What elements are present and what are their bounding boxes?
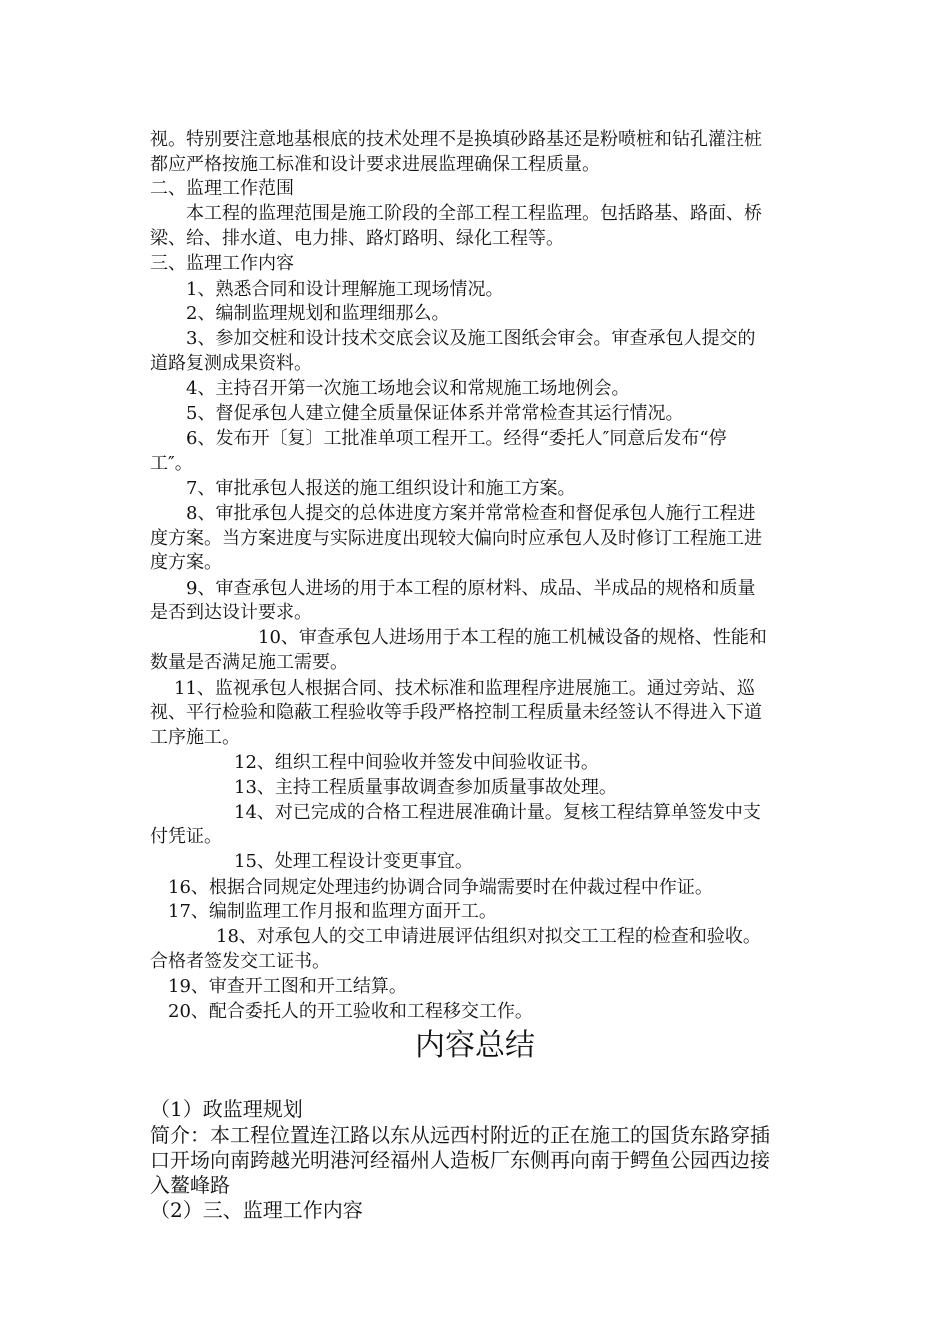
summary-line-5: （2）三、监理工作内容 [150, 1198, 363, 1222]
summary-line-4: 入鳌峰路 [150, 1173, 230, 1197]
list-item-18: 18、对承包人的交工申请进展评估组织对拟交工工程的检查和验收。 [216, 926, 761, 947]
summary-line-1: （1）政监理规划 [150, 1097, 303, 1121]
list-item-3: 3、参加交桩和设计技术交底会议及施工图纸会审会。审查承包人提交的 [186, 328, 756, 349]
list-item-8: 8、审批承包人提交的总体进度方案并常常检查和督促承包人施行工程进 [186, 503, 756, 524]
list-item-6-cont: 工″。 [150, 453, 193, 474]
list-item-3-cont: 道路复测成果资料。 [150, 353, 312, 374]
list-item-6: 6、发布开〔复〕工批准单项工程开工。经得“委托人″同意后发布“停 [186, 428, 727, 449]
list-item-12: 12、组织工程中间验收并签发中间验收证书。 [234, 752, 599, 773]
list-item-5: 5、督促承包人建立健全质量保证体系并常常检查其运行情况。 [186, 403, 684, 424]
list-item-8-cont-2: 度方案。 [150, 552, 222, 573]
list-item-8-cont-1: 度方案。当方案进度与实际进度出现较大偏向时应承包人及时修订工程施工进 [150, 528, 762, 549]
list-item-17: 17、编制监理工作月报和监理方面开工。 [168, 901, 497, 922]
list-item-16: 16、根据合同规定处理违约协调合同争端需要时在仲裁过程中作证。 [168, 877, 713, 898]
list-item-9: 9、审查承包人进场的用于本工程的原材料、成品、半成品的规格和质量 [186, 578, 756, 599]
list-item-14: 14、对已完成的合格工程进展准确计量。复核工程结算单签发中支 [234, 802, 761, 823]
list-item-11-cont-2: 工序施工。 [150, 727, 240, 748]
list-item-10: 10、审查承包人进场用于本工程的施工机械设备的规格、性能和 [258, 627, 767, 648]
summary-line-3: 口开场向南跨越光明港河经福州人造板厂东侧再向南于鳄鱼公园西边接 [150, 1148, 770, 1172]
body-line-5: 梁、给、排水道、电力排、路灯路明、绿化工程等。 [150, 228, 564, 249]
list-item-4: 4、主持召开第一次施工场地会议和常规施工场地例会。 [186, 378, 630, 399]
body-line-1: 视。特别要注意地基根底的技术处理不是换填砂路基还是粉喷桩和钻孔灌注桩 [150, 129, 762, 150]
list-item-15: 15、处理工程设计变更事宜。 [234, 851, 473, 872]
section-heading-scope: 二、监理工作范围 [150, 178, 294, 199]
list-item-14-cont: 付凭证。 [150, 826, 222, 847]
summary-line-2: 简介：本工程位置连江路以东从远西村附近的正在施工的国货东路穿插 [150, 1123, 770, 1147]
list-item-18-cont: 合格者签发交工证书。 [150, 951, 330, 972]
list-item-20: 20、配合委托人的开工验收和工程移交工作。 [168, 1001, 533, 1022]
list-item-11: 11、监视承包人根据合同、技术标准和监理程序进展施工。通过旁站、巡 [174, 678, 755, 699]
body-line-4: 本工程的监理范围是施工阶段的全部工程工程监理。包括路基、路面、桥 [186, 203, 762, 224]
summary-title: 内容总结 [415, 1028, 535, 1063]
list-item-1: 1、熟悉合同和设计理解施工现场情况。 [186, 279, 504, 300]
list-item-7: 7、审批承包人报送的施工组织设计和施工方案。 [186, 478, 576, 499]
list-item-9-cont: 是否到达设计要求。 [150, 602, 312, 623]
list-item-2: 2、编制监理规划和监理细那么。 [186, 303, 450, 324]
section-heading-content: 三、监理工作内容 [150, 253, 294, 274]
list-item-19: 19、审查开工图和开工结算。 [168, 976, 407, 997]
list-item-11-cont-1: 视、平行检验和隐蔽工程验收等手段严格控制工程质量未经签认不得进入下道 [150, 702, 762, 723]
list-item-10-cont: 数量是否满足施工需要。 [150, 652, 348, 673]
body-line-2: 都应严格按施工标准和设计要求进展监理确保工程质量。 [150, 154, 600, 175]
list-item-13: 13、主持工程质量事故调查参加质量事故处理。 [234, 777, 617, 798]
